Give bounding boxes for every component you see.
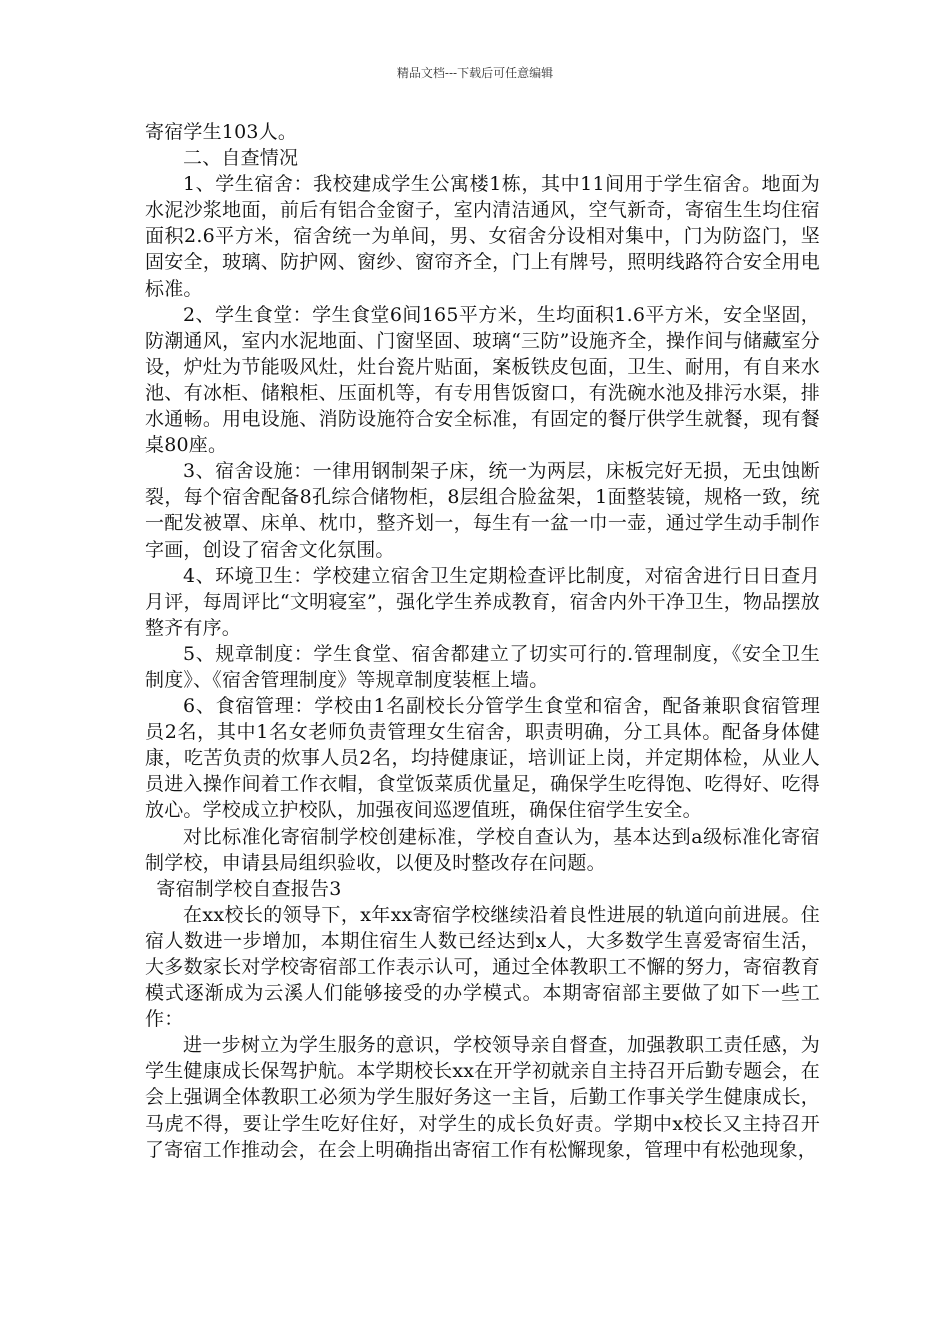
section-heading-self-check: 二、自查情况 (183, 147, 299, 170)
paragraph-service: 进一步树立为学生服务的意识，学校领导亲自督查，加强教职工责任感，为学生健康成长保驾护航。本学期校长xx在开学初就亲自主持召开后勤专题会，在会上强调全体教职工必须为学生服好务这一主旨，后勤工作事关学生健康成长，马虎不得，要让学生吃好住好，对学生的成长负好责。学期中x校长又主持召开了寄宿工作推动会，在会上明确指出寄宿工作有松懈现象，管理中有松弛现象， (145, 1034, 820, 1161)
paragraph-continuation: 寄宿学生103人。 (145, 121, 298, 143)
paragraph-dormitory: 1、学生宿舍：我校建成学生公寓楼1栋，其中11间用于学生宿舍。地面为水泥沙浆地面，前后有铝合金窗子，室内清洁通风，空气新奇，寄宿生生均住宿面积2.6平方米，宿舍统一为单间，男、女宿舍分设相对集中，门为防盗门，坚固安全，玻璃、防护网、窗纱、窗帘齐全，门上有牌号，照明线路符合安全用电标准。 (145, 173, 820, 300)
paragraph-canteen: 2、学生食堂：学生食堂6间165平方米，生均面积1.6平方米，安全坚固，防潮通风，室内水泥地面、门窗坚固、玻璃“三防”设施齐全，操作间与储藏室分设，炉灶为节能吸风灶，灶台瓷片贴面，案板铁皮包面，卫生、耐用，有自来水池、有冰柜、储粮柜、压面机等，有专用售饭窗口，有洗碗水池及排污水渠，排水通畅。用电设施、消防设施符合安全标准，有固定的餐厅供学生就餐，现有餐桌80座。 (145, 303, 820, 457)
document-body (145, 119, 820, 1163)
report-title: 寄宿制学校自查报告3 (156, 877, 342, 900)
paragraph-environment: 4、环境卫生：学校建立宿舍卫生定期检查评比制度，对宿舍进行日日查月月评，每周评比“文明寝室”，强化学生养成教育，宿舍内外干净卫生，物品摆放整齐有序。 (145, 564, 820, 639)
paragraph-management: 6、食宿管理：学校由1名副校长分管学生食堂和宿舍，配备兼职食宿管理员2名，其中1名女老师负责管理女生宿舍，职责明确，分工具体。配备身体健康，吃苦负责的炊事人员2名，均持健康证，培训证上岗，并定期体检，从业人员进入操作间着工作衣帽，食堂饭菜质优量足，确保学生吃得饱、吃得好、吃得放心。学校成立护校队，加强夜间巡逻值班，确保住宿学生安全。 (145, 695, 820, 822)
paragraph-report-intro: 在xx校长的领导下，x年xx寄宿学校继续沿着良性进展的轨道向前进展。住宿人数进一步增加，本期住宿生人数已经达到x人，大多数学生喜爱寄宿生活，大多数家长对学校寄宿部工作表示认可，通过全体教职工不懈的努力，寄宿教育模式逐渐成为云溪人们能够接受的办学模式。本期寄宿部主要做了如下一些工作： (145, 903, 820, 1031)
paragraph-regulations: 5、规章制度：学生食堂、宿舍都建立了切实可行的.管理制度，《安全卫生制度》、《宿舍管理制度》等规章制度装框上墙。 (145, 642, 820, 691)
paragraph-dorm-facilities: 3、宿舍设施：一律用钢制架子床，统一为两层，床板完好无损，无虫蚀断裂，每个宿舍配备8孔综合储物柜，8层组合脸盆架，1面整装镜，规格一致，统一配发被罩、床单、枕巾，整齐划一，每生有一盆一巾一壶，通过学生动手制作字画，创设了宿舍文化氛围。 (145, 460, 820, 561)
page-header: 精品文档---下载后可任意编辑 (396, 66, 554, 80)
paragraph-conclusion: 对比标准化寄宿制学校创建标准，学校自查认为，基本达到a级标准化寄宿制学校，申请县局组织验收，以便及时整改存在问题。 (145, 825, 820, 874)
